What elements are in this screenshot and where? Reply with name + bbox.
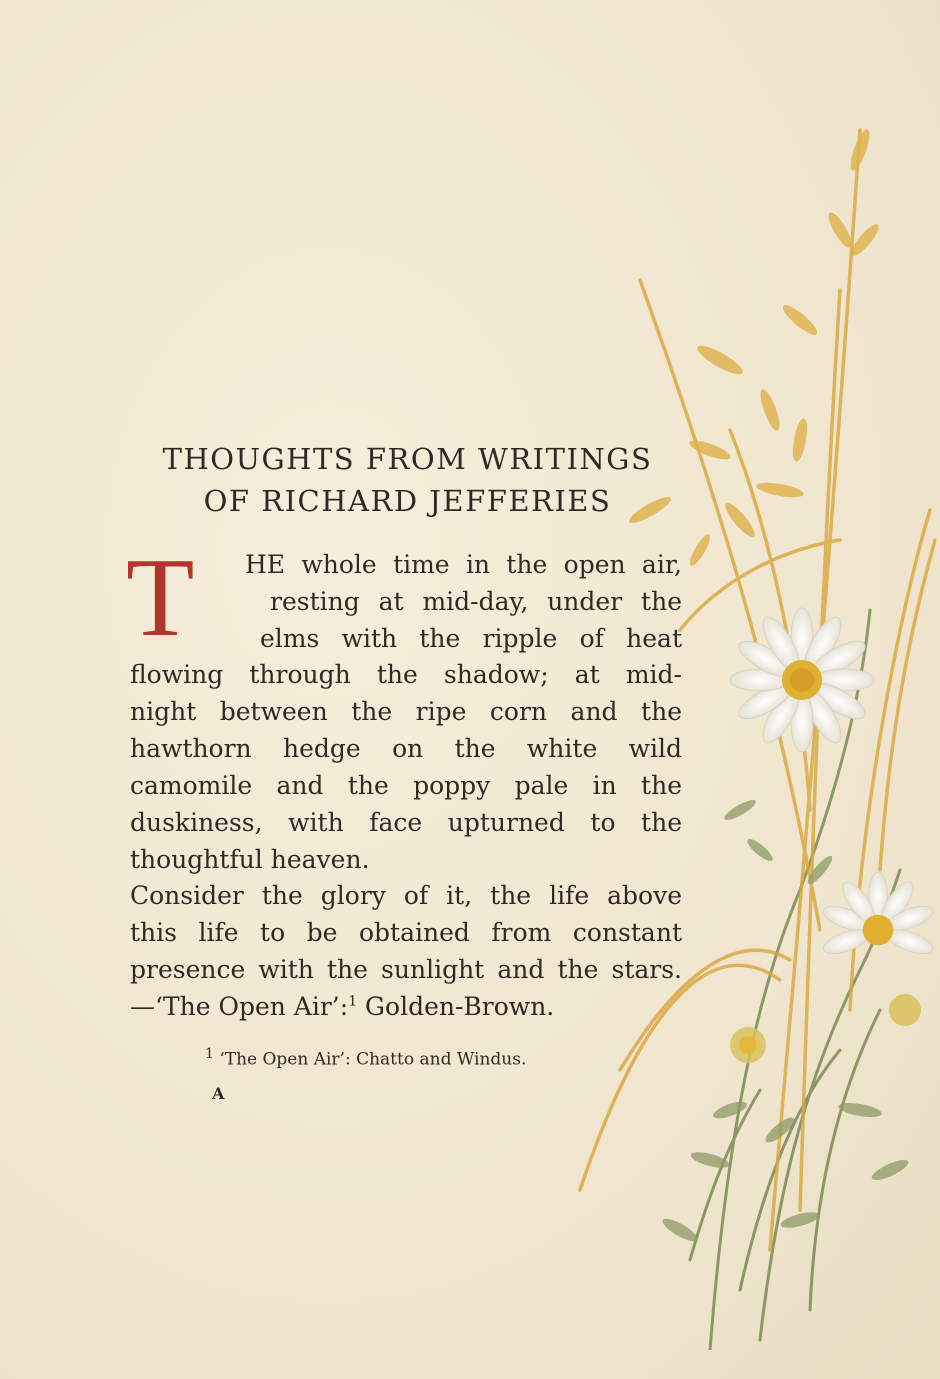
body-line-11: this life to be obtained from constant (130, 918, 682, 947)
footnote-text: ‘The Open Air’: Chatto and Windus. (213, 1049, 527, 1070)
body-line-1: HE whole time in the open air, (245, 550, 682, 579)
body-line-10: Consider the glory of it, the life above (130, 881, 682, 910)
body-line-3: elms with the ripple of heat (260, 624, 682, 653)
footnote (205, 1046, 526, 1070)
signature-mark: A (212, 1084, 225, 1103)
body-line-6: hawthorn hedge on the white wild (130, 734, 682, 763)
body-line-5: night between the ripe corn and the (130, 697, 682, 726)
footnote-mark: 1 (205, 1046, 214, 1062)
citation-footnote-mark: 1 (348, 993, 358, 1010)
body-line-8: duskiness, with face upturned to the (130, 808, 682, 837)
citation-suffix: Golden-Brown. (357, 992, 555, 1021)
body-line-7: camomile and the poppy pale in the (130, 771, 682, 800)
citation (130, 992, 554, 1021)
citation-prefix: —‘The Open Air’: (130, 992, 349, 1021)
drop-cap: T (126, 536, 195, 660)
body-line-12: presence with the sunlight and the stars. (130, 955, 682, 984)
title-line-2: OF RICHARD JEFFERIES (203, 484, 612, 518)
body-line-2: resting at mid-day, under the (270, 587, 682, 616)
page-title (130, 438, 685, 522)
body-line-4: flowing through the shadow; at mid- (130, 660, 682, 689)
wildflower-grass-illustration (560, 110, 940, 1350)
title-line-1: THOUGHTS FROM WRITINGS (162, 442, 653, 476)
body-line-9: thoughtful heaven. (130, 845, 370, 874)
